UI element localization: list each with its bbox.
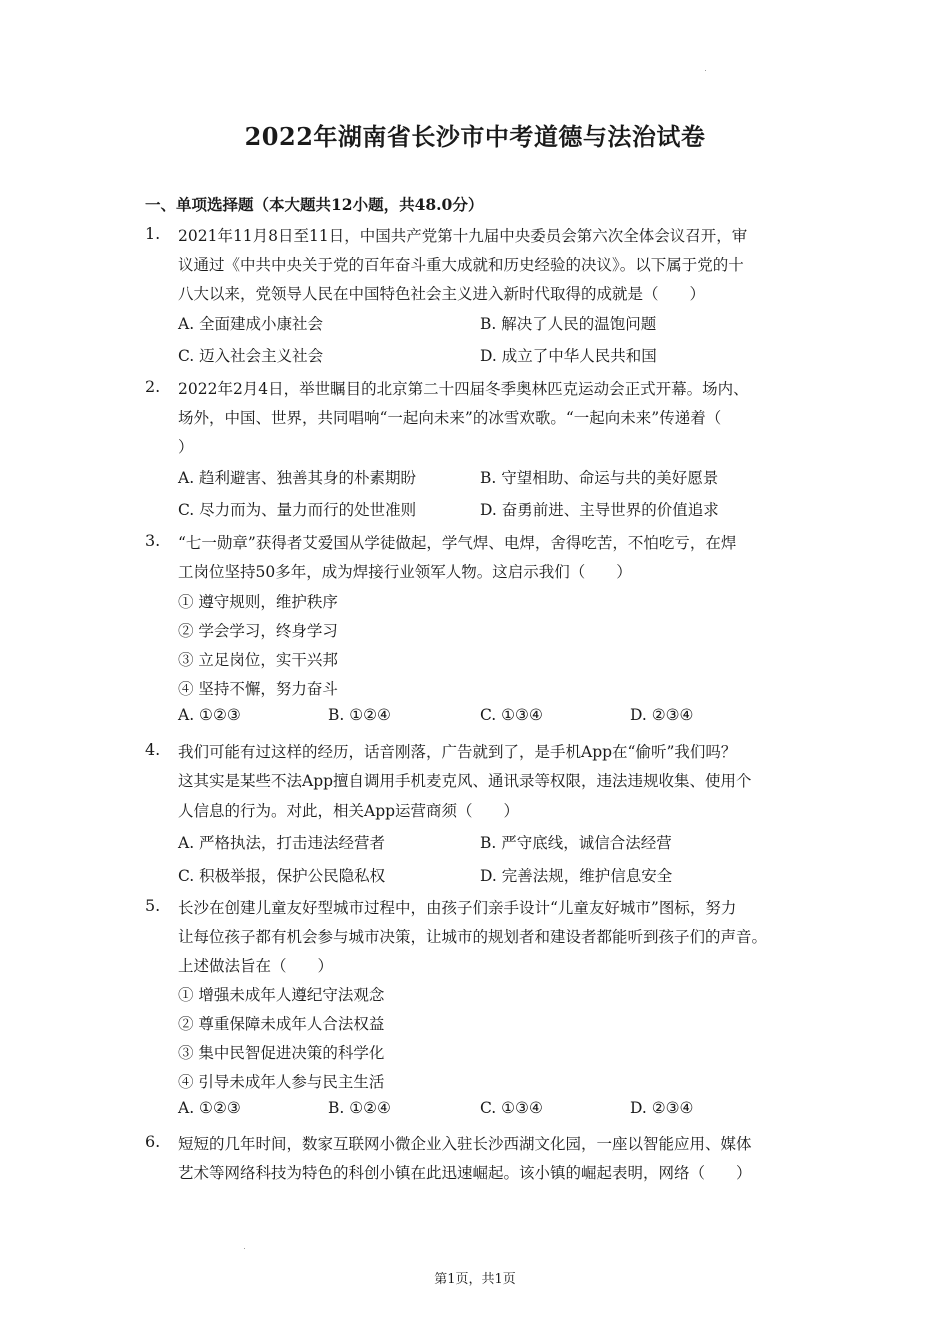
option-d: D. 完善法规，维护信息安全 [480, 867, 673, 885]
question-line: 工岗位坚持50多年，成为焊接行业领军人物。这启示我们（ ） [178, 563, 632, 581]
question-number: 1. [145, 224, 161, 243]
question-line: 上述做法旨在（ ） [178, 957, 334, 975]
statement-1: ① 增强未成年人遵纪守法观念 [178, 986, 385, 1004]
statement-3: ③ 立足岗位，实干兴邦 [178, 651, 338, 669]
option-b: B. ①②④ [328, 706, 391, 724]
option-c: C. 迈入社会主义社会 [178, 347, 324, 365]
option-a: A. 趋利避害、独善其身的朴素期盼 [178, 469, 417, 487]
question-number: 5. [145, 896, 161, 915]
question-line: 艺术等网络科技为特色的科创小镇在此迅速崛起。该小镇的崛起表明，网络（ ） [178, 1164, 752, 1182]
question-line: ） [178, 438, 194, 456]
question-line: 短短的几年时间，数家互联网小微企业入驻长沙西湖文化园，一座以智能应用、媒体 [178, 1135, 752, 1153]
option-b: B. 严守底线，诚信合法经营 [480, 834, 672, 852]
question-line: 人信息的行为。对此，相关App运营商须（ ） [178, 802, 520, 820]
option-a: A. ①②③ [178, 706, 241, 724]
option-d: D. 奋勇前进、主导世界的价值追求 [480, 501, 719, 519]
option-b: B. 解决了人民的温饱问题 [480, 315, 657, 333]
page-speck [244, 1248, 245, 1249]
option-d: D. 成立了中华人民共和国 [480, 347, 657, 365]
question-number: 6. [145, 1132, 161, 1151]
statement-3: ③ 集中民智促进决策的科学化 [178, 1044, 385, 1062]
question-number: 3. [145, 531, 161, 550]
page-footer: 第1页，共1页 [434, 1272, 516, 1287]
option-a: A. ①②③ [178, 1099, 241, 1117]
page-title: 2022年湖南省长沙市中考道德与法治试卷 [244, 122, 706, 151]
option-c: C. ①③④ [480, 706, 543, 724]
question-line: 这其实是某些不法App擅自调用手机麦克风、通讯录等权限，违法违规收集、使用个 [178, 772, 752, 790]
option-c: C. 积极举报，保护公民隐私权 [178, 867, 386, 885]
option-b: B. ①②④ [328, 1099, 391, 1117]
question-line: 议通过《中共中央关于党的百年奋斗重大成就和历史经验的决议》。以下属于党的十 [178, 256, 744, 274]
option-a: A. 全面建成小康社会 [178, 315, 324, 333]
question-line: 长沙在创建儿童友好型城市过程中，由孩子们亲手设计“儿童友好城市”图标，努力 [178, 899, 737, 917]
statement-2: ② 学会学习，终身学习 [178, 622, 338, 640]
question-number: 4. [145, 740, 161, 759]
option-b: B. 守望相助、命运与共的美好愿景 [480, 469, 719, 487]
question-line: “七一勋章”获得者艾爱国从学徒做起，学气焊、电焊，舍得吃苦，不怕吃亏，在焊 [178, 534, 737, 552]
page-speck [705, 70, 706, 71]
statement-4: ④ 坚持不懈，努力奋斗 [178, 680, 338, 698]
option-d: D. ②③④ [630, 1099, 694, 1117]
section-heading: 一、单项选择题（本大题共12小题，共48.0分） [145, 195, 484, 214]
option-a: A. 严格执法，打击违法经营者 [178, 834, 386, 852]
statement-4: ④ 引导未成年人参与民主生活 [178, 1073, 385, 1091]
statement-2: ② 尊重保障未成年人合法权益 [178, 1015, 385, 1033]
option-c: C. ①③④ [480, 1099, 543, 1117]
question-line: 2022年2月4日，举世瞩目的北京第二十四届冬季奥林匹克运动会正式开幕。场内、 [178, 380, 749, 398]
option-c: C. 尽力而为、量力而行的处世准则 [178, 501, 417, 519]
statement-1: ① 遵守规则，维护秩序 [178, 593, 338, 611]
question-line: 让每位孩子都有机会参与城市决策，让城市的规划者和建设者都能听到孩子们的声音。 [178, 928, 768, 946]
question-number: 2. [145, 377, 161, 396]
question-line: 我们可能有过这样的经历，话音刚落，广告就到了，是手机App在“偷听”我们吗？ [178, 743, 737, 761]
question-line: 2021年11月8日至11日，中国共产党第十九届中央委员会第六次全体会议召开，审 [178, 227, 748, 245]
question-line: 场外，中国、世界，共同唱响“一起向未来”的冰雪欢歌。“一起向未来”传递着（ [178, 409, 722, 427]
question-line: 八大以来，党领导人民在中国特色社会主义进入新时代取得的成就是（ ） [178, 285, 706, 303]
option-d: D. ②③④ [630, 706, 694, 724]
